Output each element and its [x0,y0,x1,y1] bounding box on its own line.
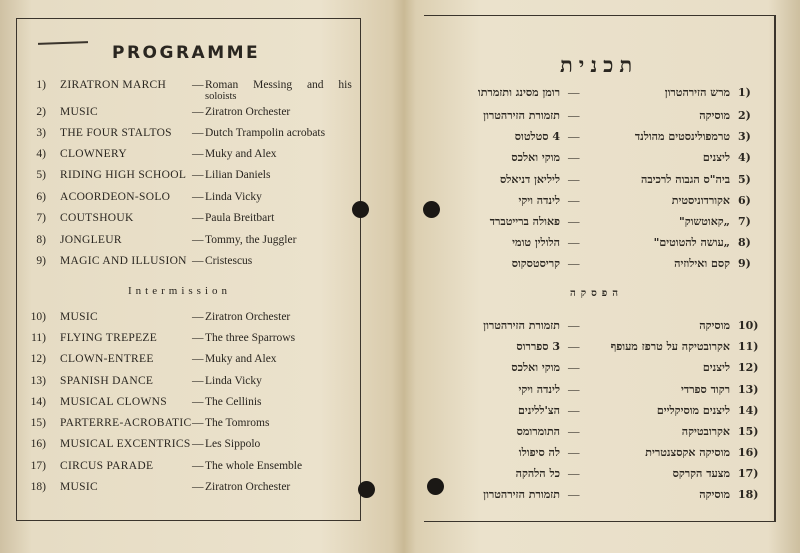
item-number: 9) [36,255,46,267]
act-title-hebrew: „קאוטשוק" [679,215,730,228]
item-number: 4) [738,151,751,164]
performer-hebrew: 3 ספררוס [516,340,560,353]
item-number: 10) [738,319,759,332]
dash: — [192,417,204,429]
act-title: MUSICAL CLOWNS [60,396,167,408]
act-title: THE FOUR STALTOS [60,127,172,139]
performer-hebrew: קריסטסקוס [511,257,560,270]
dash: — [192,79,204,91]
item-number: 15) [30,417,46,429]
dash: — [568,426,580,438]
performer: Linda Vicky [205,191,262,203]
act-title: FLYING TREPEZE [60,332,158,344]
act-title-hebrew: מצעד הקרקס [672,467,730,480]
performer: Muky and Alex [205,353,277,365]
performer: Roman Messing and his [205,79,352,91]
page-title-english: PROGRAMME [112,43,261,63]
act-title: MAGIC AND ILLUSION [60,255,187,267]
item-number: 15) [738,425,759,438]
act-title: MUSICAL EXCENTRICS [60,438,191,450]
dash: — [192,353,204,365]
item-number: 11) [31,332,46,344]
performer: Les Sippolo [205,438,261,450]
item-number: 5) [36,169,46,181]
act-title-hebrew: טרמפולינסטים מהולנד [634,130,730,143]
dash: — [568,320,580,332]
intermission-label-hebrew: הפסקה [570,288,623,299]
performer: Ziratron Orchester [205,311,291,323]
item-number: 7) [36,212,46,224]
act-title-hebrew: מרש הזירהטרון [664,86,730,99]
performer: Paula Breitbart [205,212,275,224]
item-number: 7) [738,215,751,228]
item-number: 9) [738,257,751,270]
act-title: RIDING HIGH SCHOOL [60,169,187,181]
performer: The three Sparrows [205,332,296,344]
act-title: JONGLEUR [60,234,122,246]
item-number: 13) [30,375,46,387]
dash: — [568,362,580,374]
dash: — [568,405,580,417]
item-number: 17) [30,460,46,472]
act-title-hebrew: מוסיקה [699,109,730,122]
act-title-hebrew: ליצנים מוסיקליים [656,404,730,417]
performer: Lilian Daniels [205,169,271,181]
dash: — [568,447,580,459]
item-number: 17) [738,467,759,480]
performer-hebrew: לינדה ויקי [518,383,560,396]
act-title-hebrew: ליצנים [702,361,730,374]
performer: The Cellinis [205,396,262,408]
performer: Tommy, the Juggler [205,234,297,246]
act-title: MUSIC [60,106,98,118]
performer: The whole Ensemble [205,460,303,472]
dash: — [192,311,204,323]
item-number: 12) [30,353,46,365]
act-title: CIRCUS PARADE [60,460,154,472]
item-number: 16) [738,446,759,459]
performer-hebrew: התומרומס [516,425,560,438]
item-number: 4) [36,148,46,160]
act-title: PARTERRE-ACROBATIC [60,417,192,429]
dash: — [192,396,204,408]
item-number: 18) [30,481,46,493]
dash: — [568,152,580,164]
act-title: ZIRATRON MARCH [60,79,167,91]
act-title-hebrew: ביה"ס הגבוה לרכיבה [641,173,730,186]
binding-hole [423,201,440,218]
act-title-hebrew: מוסיקה [699,488,730,501]
binding-hole [358,481,375,498]
item-number: 14) [738,404,759,417]
act-title-hebrew: אקרובטיקה על טרפז מעופף [610,340,730,353]
performer-hebrew: מוקי ואלכס [511,151,560,164]
performer-hebrew: כל הלהקה [515,467,560,480]
item-number: 2) [36,106,46,118]
act-title: CLOWNERY [60,148,127,160]
item-number: 6) [36,191,46,203]
item-number: 16) [30,438,46,450]
performer: Cristescus [205,255,253,267]
performer-hebrew: מוקי ואלכס [511,361,560,374]
item-number: 12) [738,361,759,374]
dash: — [192,169,204,181]
act-title: MUSIC [60,311,98,323]
act-title-hebrew: מוסיקה [699,319,730,332]
dash: — [568,489,580,501]
performer: Dutch Trampolin acrobats [205,127,326,139]
act-title-hebrew: „עושה להטוטים" [653,236,730,249]
item-number: 1) [36,79,46,91]
dash: — [192,481,204,493]
performer-hebrew: תזמורת הזירהטרון [483,488,560,501]
performer-cont: soloists [205,91,237,102]
performer-hebrew: פאולה ברייטברד [489,215,560,228]
performer-hebrew: רומן מסינג ותזמרתו [477,86,560,99]
performer-hebrew: תזמורת הזירהטרון [483,319,560,332]
dash: — [192,234,204,246]
intermission-label-english: Intermission [128,285,231,297]
item-number: 10) [30,311,46,323]
dash: — [192,438,204,450]
item-number: 2) [738,109,751,122]
dash: — [568,87,580,99]
act-title-hebrew: אקרובטיקה [681,425,730,438]
performer-hebrew: הצ'ללינים [518,404,560,417]
dash: — [192,332,204,344]
dash: — [192,148,204,160]
item-number: 18) [738,488,759,501]
dash: — [192,106,204,118]
item-number: 1) [738,86,751,99]
dash: — [568,341,580,353]
performer: The Tomroms [205,417,270,429]
dash: — [568,468,580,480]
item-number: 3) [738,130,751,143]
item-number: 8) [738,236,751,249]
act-title-hebrew: רקוד ספרדי [680,383,730,396]
act-title: COUTSHOUK [60,212,134,224]
dash: — [568,131,580,143]
dash: — [568,258,580,270]
act-title-hebrew: ליצנים [702,151,730,164]
item-number: 8) [36,234,46,246]
act-title: CLOWN-ENTREE [60,353,154,365]
performer-hebrew: לינדה ויקי [518,194,560,207]
dash: — [568,195,580,207]
act-title: ACOORDEON-SOLO [60,191,171,203]
performer-hebrew: ליליאן דניאלס [500,173,560,186]
performer-hebrew: לה סיפולו [518,446,560,459]
dash: — [568,110,580,122]
act-title-hebrew: מוסיקה אקסצנטרית [645,446,730,459]
dash: — [192,460,204,472]
item-number: 11) [738,340,759,353]
act-title: MUSIC [60,481,98,493]
binding-hole [427,478,444,495]
performer: Muky and Alex [205,148,277,160]
performer-hebrew: תזמורת הזירהטרון [483,109,560,122]
act-title: SPANISH DANCE [60,375,154,387]
dash: — [192,375,204,387]
performer-hebrew: 4 סטלטוס [514,130,560,143]
act-title-hebrew: אקורדוניסטית [671,194,730,207]
performer: Ziratron Orchester [205,481,291,493]
performer: Linda Vicky [205,375,262,387]
item-number: 3) [36,127,46,139]
dash: — [568,384,580,396]
page-title-hebrew: תכנית [560,52,639,77]
item-number: 6) [738,194,751,207]
dash: — [192,191,204,203]
performer-hebrew: הלולין טומי [512,236,560,249]
dash: — [192,212,204,224]
item-number: 13) [738,383,759,396]
dash: — [192,127,204,139]
binding-hole [352,201,369,218]
dash: — [568,216,580,228]
item-number: 14) [30,396,46,408]
dash: — [192,255,204,267]
performer: Ziratron Orchester [205,106,291,118]
item-number: 5) [738,173,751,186]
dash: — [568,174,580,186]
act-title-hebrew: קסם ואילוזיה [674,257,730,270]
dash: — [568,237,580,249]
